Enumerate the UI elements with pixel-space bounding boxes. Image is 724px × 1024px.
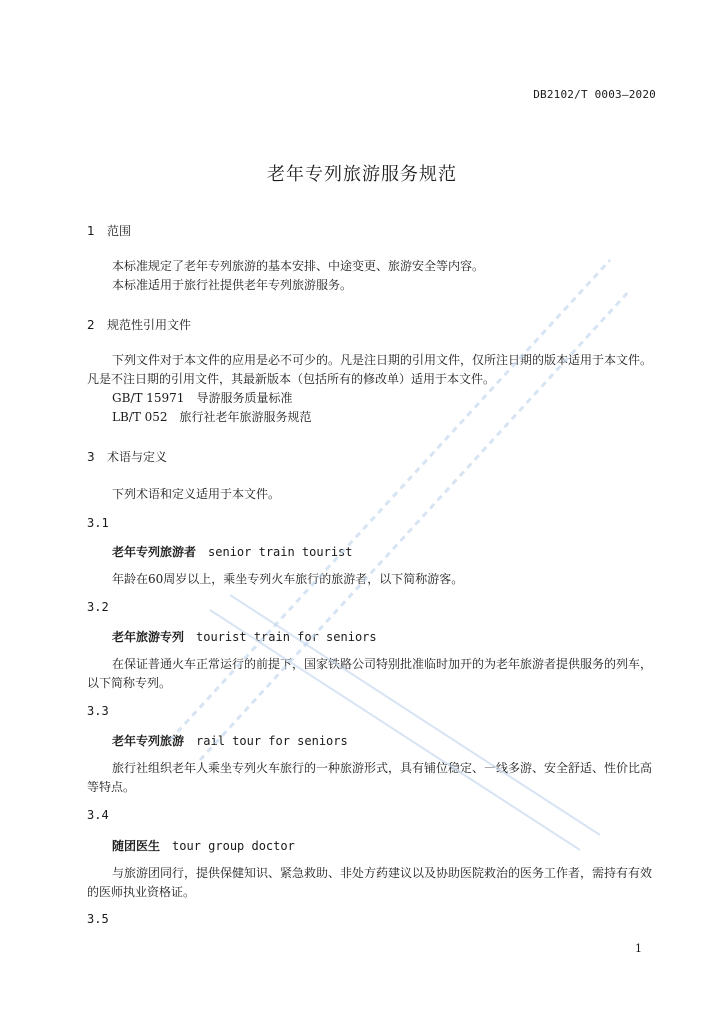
section-number: 2 xyxy=(87,318,95,332)
term-entry xyxy=(112,628,377,645)
section-number: 1 xyxy=(87,224,95,238)
section-heading-terms-definitions xyxy=(87,448,167,465)
document-title: 老年专列旅游服务规范 xyxy=(267,164,457,185)
page-number: 1 xyxy=(635,942,642,955)
term-definition: 在保证普通火车正常运行的前提下，国家铁路公司特别批准临时加开的为老年旅游者提供服务的列车，以下简称专列。 xyxy=(87,657,653,690)
section-heading-normative-references xyxy=(87,316,191,333)
clause-number: 3.2 xyxy=(87,600,109,614)
clause-number: 3.1 xyxy=(87,516,109,530)
standard-code: DB2102/T 0003—2020 xyxy=(533,88,656,101)
term-entry xyxy=(112,732,348,749)
clause-number: 3.4 xyxy=(87,808,109,822)
term-definition: 年龄在60周岁以上，乘坐专列火车旅行的旅游者，以下简称游客。 xyxy=(112,572,464,586)
term-entry xyxy=(112,543,353,560)
section-title: 术语与定义 xyxy=(107,450,168,464)
section-title: 规范性引用文件 xyxy=(107,318,192,332)
clause-number: 3.3 xyxy=(87,704,109,718)
paragraph: 下列术语和定义适用于本文件。 xyxy=(112,487,281,501)
paragraph: 本标准规定了老年专列旅游的基本安排、中途变更、旅游安全等内容。 xyxy=(112,259,485,273)
section-heading-scope xyxy=(87,222,131,239)
clause-number: 3.5 xyxy=(87,912,109,926)
term-chinese: 老年旅游专列 xyxy=(112,630,185,644)
reference-item: LB/T 052 旅行社老年旅游服务规范 xyxy=(112,410,312,424)
term-english: tour group doctor xyxy=(172,839,295,853)
term-chinese: 老年专列旅游者 xyxy=(112,545,197,559)
paragraph: 本标准适用于旅行社提供老年专列旅游服务。 xyxy=(112,278,353,292)
section-number: 3 xyxy=(87,450,95,464)
term-definition: 旅行社组织老年人乘坐专列火车旅行的一种旅游形式，具有铺位稳定、一线多游、安全舒适、性价比高等特点。 xyxy=(87,761,653,794)
term-english: tourist train for seniors xyxy=(196,630,377,644)
term-entry xyxy=(112,837,295,854)
term-definition: 与旅游团同行，提供保健知识、紧急救助、非处方药建议以及协助医院救治的医务工作者，需持有有效的医师执业资格证。 xyxy=(87,866,653,899)
paragraph: 下列文件对于本文件的应用是必不可少的。凡是注日期的引用文件，仅所注日期的版本适用于本文件。凡是不注日期的引用文件，其最新版本（包括所有的修改单）适用于本文件。 xyxy=(87,353,653,386)
term-chinese: 随团医生 xyxy=(112,839,161,853)
term-english: rail tour for seniors xyxy=(196,734,348,748)
section-title: 范围 xyxy=(107,224,132,238)
term-english: senior train tourist xyxy=(208,545,353,559)
term-chinese: 老年专列旅游 xyxy=(112,734,185,748)
reference-item: GB/T 15971 导游服务质量标准 xyxy=(112,391,293,405)
